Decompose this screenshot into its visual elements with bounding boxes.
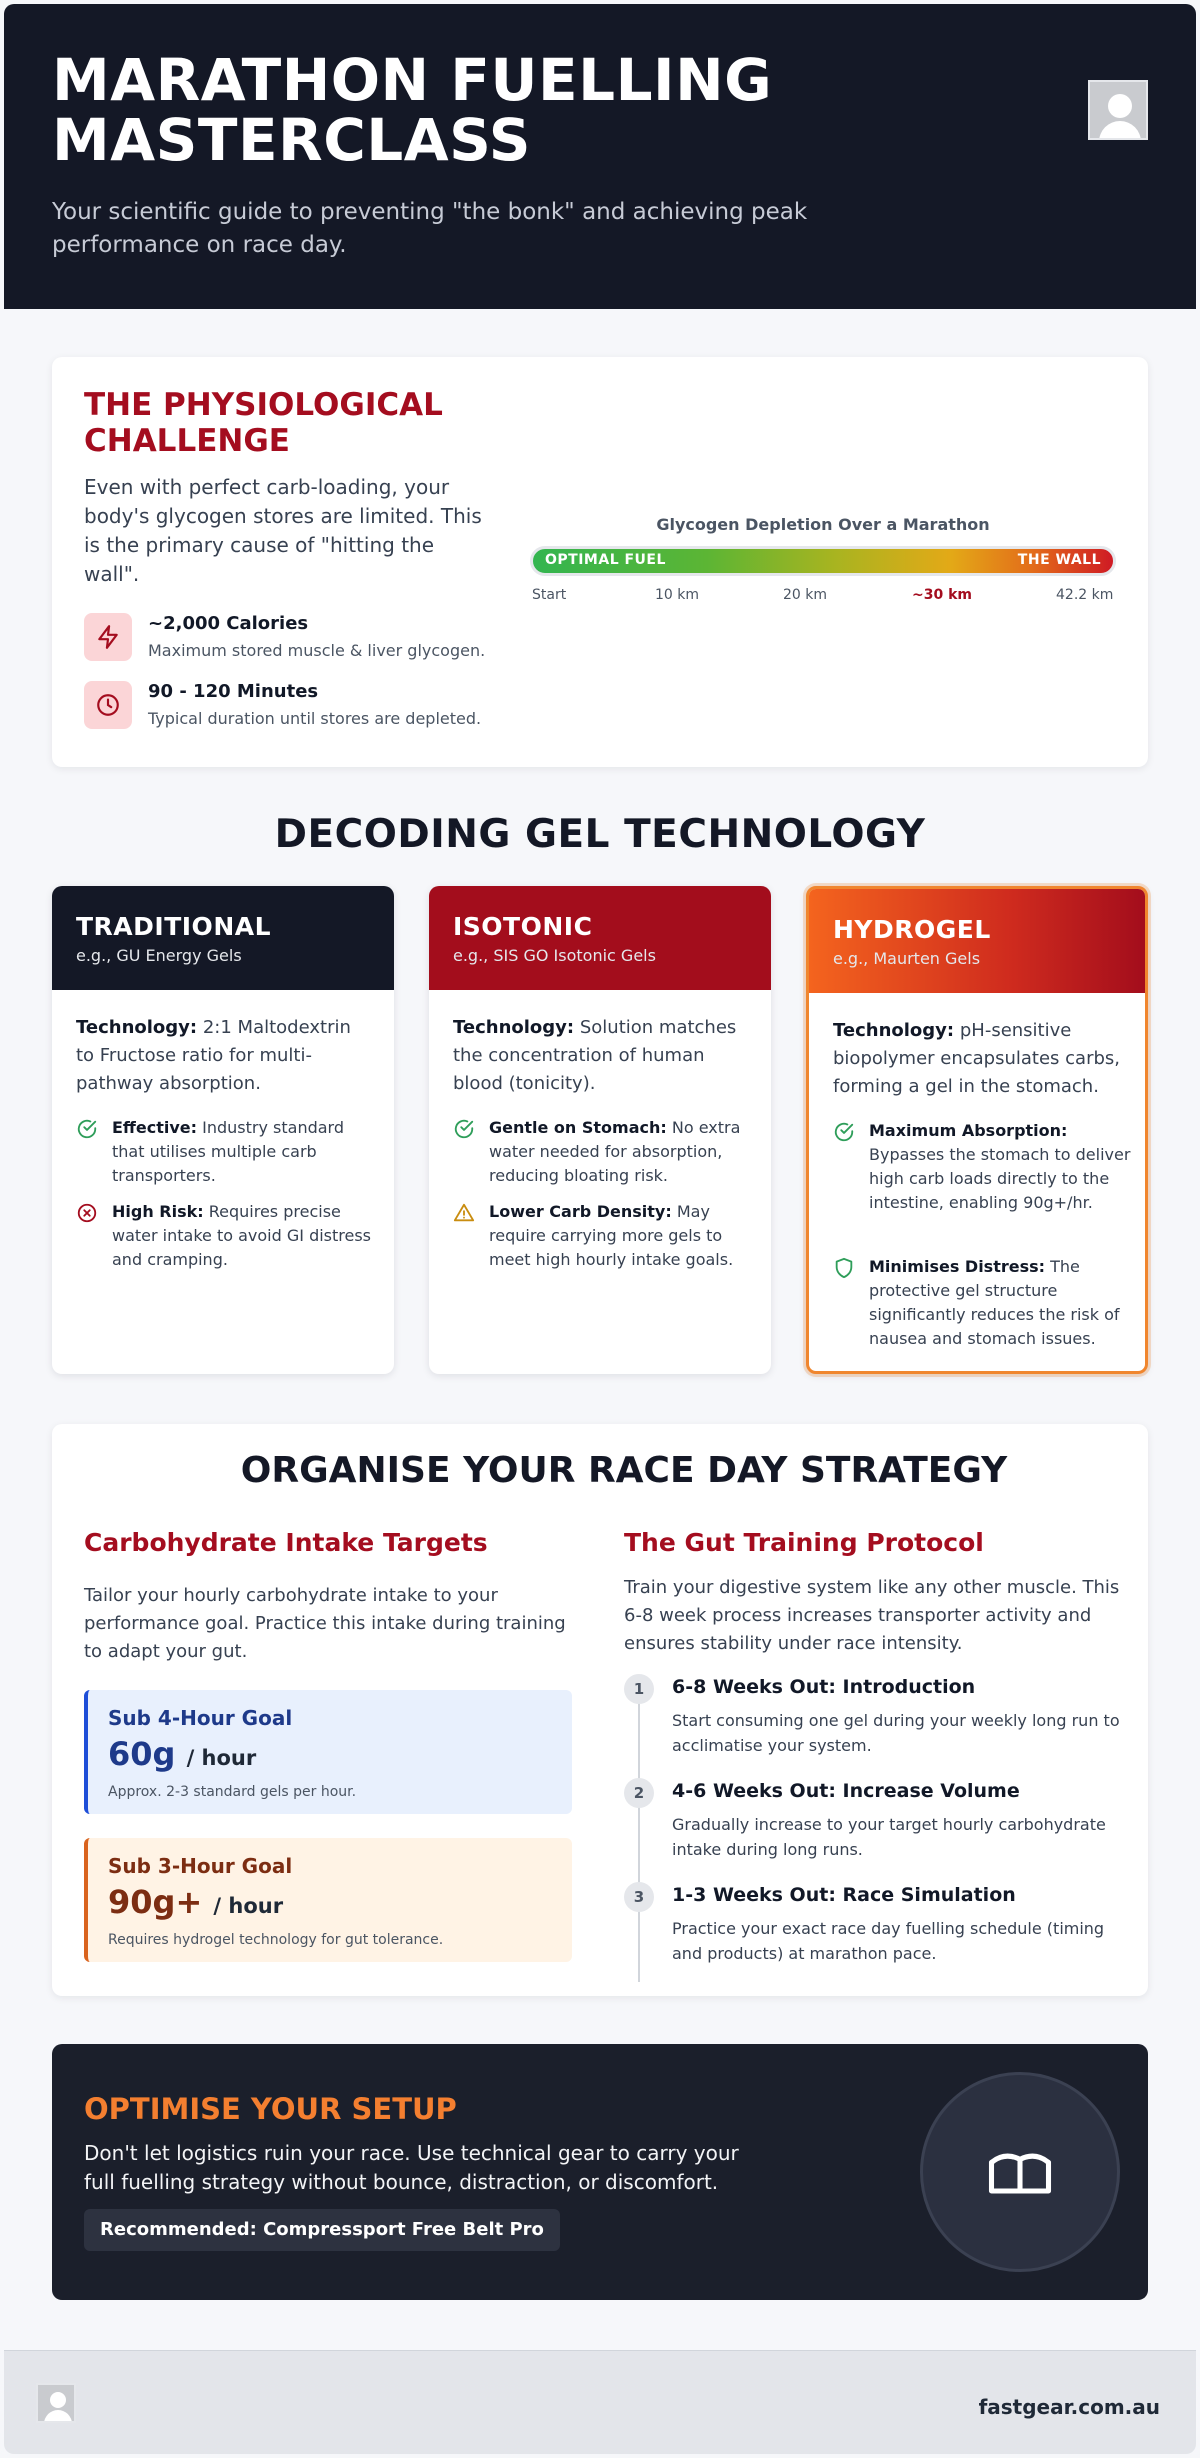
gut-text: Train your digestive system like any other muscle. This 6-8 week process increases transporter activity and ensures stability under race intensity. — [624, 1577, 1120, 1654]
warning-icon — [453, 1202, 475, 1224]
physiology-title: THE PHYSIOLOGICAL CHALLENGE — [84, 387, 443, 459]
page-subtitle: Your scientific guide to preventing "the bonk" and achieving peak performance on race day. — [52, 199, 808, 258]
gel-card-header — [809, 889, 1145, 993]
step-title: 6-8 Weeks Out: Introduction — [672, 1676, 976, 1698]
goal-value: 60g / hour — [108, 1735, 257, 1773]
gel-card-header — [429, 886, 771, 990]
physiology-lead: Even with perfect carb-loading, your body's glycogen stores are limited. This is the primary cause of "hitting the wall". — [84, 475, 482, 586]
carbs-text: Tailor your hourly carbohydrate intake to your performance goal. Practice this intake during training to adapt your gut. — [84, 1585, 566, 1662]
recommendation-badge[interactable]: Recommended: Compressport Free Belt Pro — [84, 2209, 560, 2251]
gel-section-title: DECODING GEL TECHNOLOGY — [274, 812, 926, 857]
gel-card-traditional: TRADITIONAL e.g., GU Energy Gels Technology: 2:1 Maltodextrin to Fructose ratio for multi-pathway absorption. Effective: Industry standard that utilises multiple carb transporters. High Risk: Requires precise water intake to avoid GI distress and cramping. — [52, 886, 394, 1374]
step-title: 1-3 Weeks Out: Race Simulation — [672, 1884, 1016, 1906]
gel-technology: Technology: Solution matches the concentration of human blood (tonicity). — [453, 1017, 737, 1094]
x-circle-icon — [76, 1202, 98, 1224]
footer-site-link[interactable]: fastgear.com.au — [978, 2395, 1160, 2419]
gauge-tick: 10 km — [655, 587, 700, 603]
gel-example: e.g., GU Energy Gels — [76, 946, 242, 965]
gauge-left-label: OPTIMAL FUEL — [545, 552, 666, 568]
optimise-title: OPTIMISE YOUR SETUP — [84, 2092, 457, 2126]
check-circle-icon — [833, 1121, 855, 1143]
check-circle-icon — [453, 1118, 475, 1140]
gel-card-header — [52, 886, 394, 990]
lightning-icon — [84, 613, 132, 661]
step-title: 4-6 Weeks Out: Increase Volume — [672, 1780, 1020, 1802]
gauge-tick: Start — [532, 587, 567, 603]
step-desc: Practice your exact race day fuelling schedule (timing and products) at marathon pace. — [672, 1919, 1105, 1963]
gel-example: e.g., Maurten Gels — [833, 949, 981, 968]
goal-sub4 — [84, 1690, 572, 1814]
gauge-tick-highlight: ~30 km — [912, 587, 972, 603]
goal-note: Approx. 2-3 standard gels per hour. — [108, 1784, 357, 1800]
step-number: 1 — [624, 1674, 654, 1704]
clock-icon — [84, 681, 132, 729]
gel-name: ISOTONIC — [453, 912, 593, 941]
infographic — [4, 4, 1196, 2454]
gut-title: The Gut Training Protocol — [624, 1528, 984, 1557]
box-icon — [982, 2134, 1058, 2210]
gauge-tick: 42.2 km — [1056, 587, 1114, 603]
gel-card-isotonic: ISOTONIC e.g., SIS GO Isotonic Gels Technology: Solution matches the concentration of human blood (tonicity). Gentle on Stomach: No extra water needed for absorption, reducing bloating risk. Lower Carb Density: May require carrying more gels to meet high hourly intake goals. — [429, 886, 771, 1374]
goal-title: Sub 3-Hour Goal — [108, 1854, 293, 1878]
gauge-title: Glycogen Depletion Over a Marathon — [656, 515, 990, 534]
gauge-right-label: THE WALL — [1017, 552, 1101, 568]
stat-title: 90 - 120 Minutes — [148, 681, 319, 702]
optimise-text: Don't let logistics ruin your race. Use technical gear to carry your full fuelling strategy without bounce, distraction, or discomfort. — [84, 2141, 739, 2194]
goal-value: 90g+ / hour — [108, 1883, 284, 1921]
footer — [4, 2350, 1196, 2454]
carbs-title: Carbohydrate Intake Targets — [84, 1528, 488, 1557]
page-title: MARATHON FUELLING MASTERCLASS — [52, 46, 773, 174]
hero-header — [4, 4, 1196, 309]
check-circle-icon — [76, 1118, 98, 1140]
stat-calories — [84, 613, 524, 663]
gel-name: HYDROGEL — [833, 915, 991, 944]
step-number: 3 — [624, 1882, 654, 1912]
gel-card-hydrogel: HYDROGEL e.g., Maurten Gels Technology: pH-sensitive biopolymer encapsulates carbs, forming a gel in the stomach. Maximum Absorption: Bypasses the stomach to deliver high carb loads directly to the intestine, enabling 90g+/hr. Minimises Distress: The protective gel structure significantly reduces the risk of nausea and stomach issues. — [806, 886, 1148, 1374]
gel-technology: Technology: pH-sensitive biopolymer encapsulates carbs, forming a gel in the stomach. — [833, 1020, 1120, 1097]
physiology-card — [52, 357, 1148, 767]
stat-desc: Maximum stored muscle & liver glycogen. — [148, 641, 486, 660]
footer-logo-placeholder — [36, 2383, 76, 2423]
box-icon-circle — [920, 2072, 1120, 2272]
goal-sub3 — [84, 1838, 572, 1962]
optimise-banner — [52, 2044, 1148, 2300]
step-desc: Gradually increase to your target hourly carbohydrate intake during long runs. — [672, 1815, 1106, 1859]
gel-technology: Technology: 2:1 Maltodextrin to Fructose ratio for multi-pathway absorption. — [76, 1017, 351, 1094]
stat-duration — [84, 681, 524, 731]
gauge-tick: 20 km — [783, 587, 828, 603]
timeline-line — [638, 1686, 640, 1982]
glycogen-gauge — [530, 546, 1116, 576]
gel-name: TRADITIONAL — [76, 912, 272, 941]
goal-note: Requires hydrogel technology for gut tolerance. — [108, 1932, 444, 1948]
strategy-card — [52, 1424, 1148, 1996]
header-image-placeholder — [1088, 80, 1148, 140]
step-desc: Start consuming one gel during your weekly long run to acclimatise your system. — [672, 1711, 1120, 1755]
shield-icon — [833, 1257, 855, 1279]
goal-title: Sub 4-Hour Goal — [108, 1706, 293, 1730]
gel-example: e.g., SIS GO Isotonic Gels — [453, 946, 656, 965]
stat-title: ~2,000 Calories — [148, 613, 309, 634]
strategy-title: ORGANISE YOUR RACE DAY STRATEGY — [240, 1450, 1008, 1491]
stat-desc: Typical duration until stores are depleted. — [148, 709, 482, 728]
step-number: 2 — [624, 1778, 654, 1808]
